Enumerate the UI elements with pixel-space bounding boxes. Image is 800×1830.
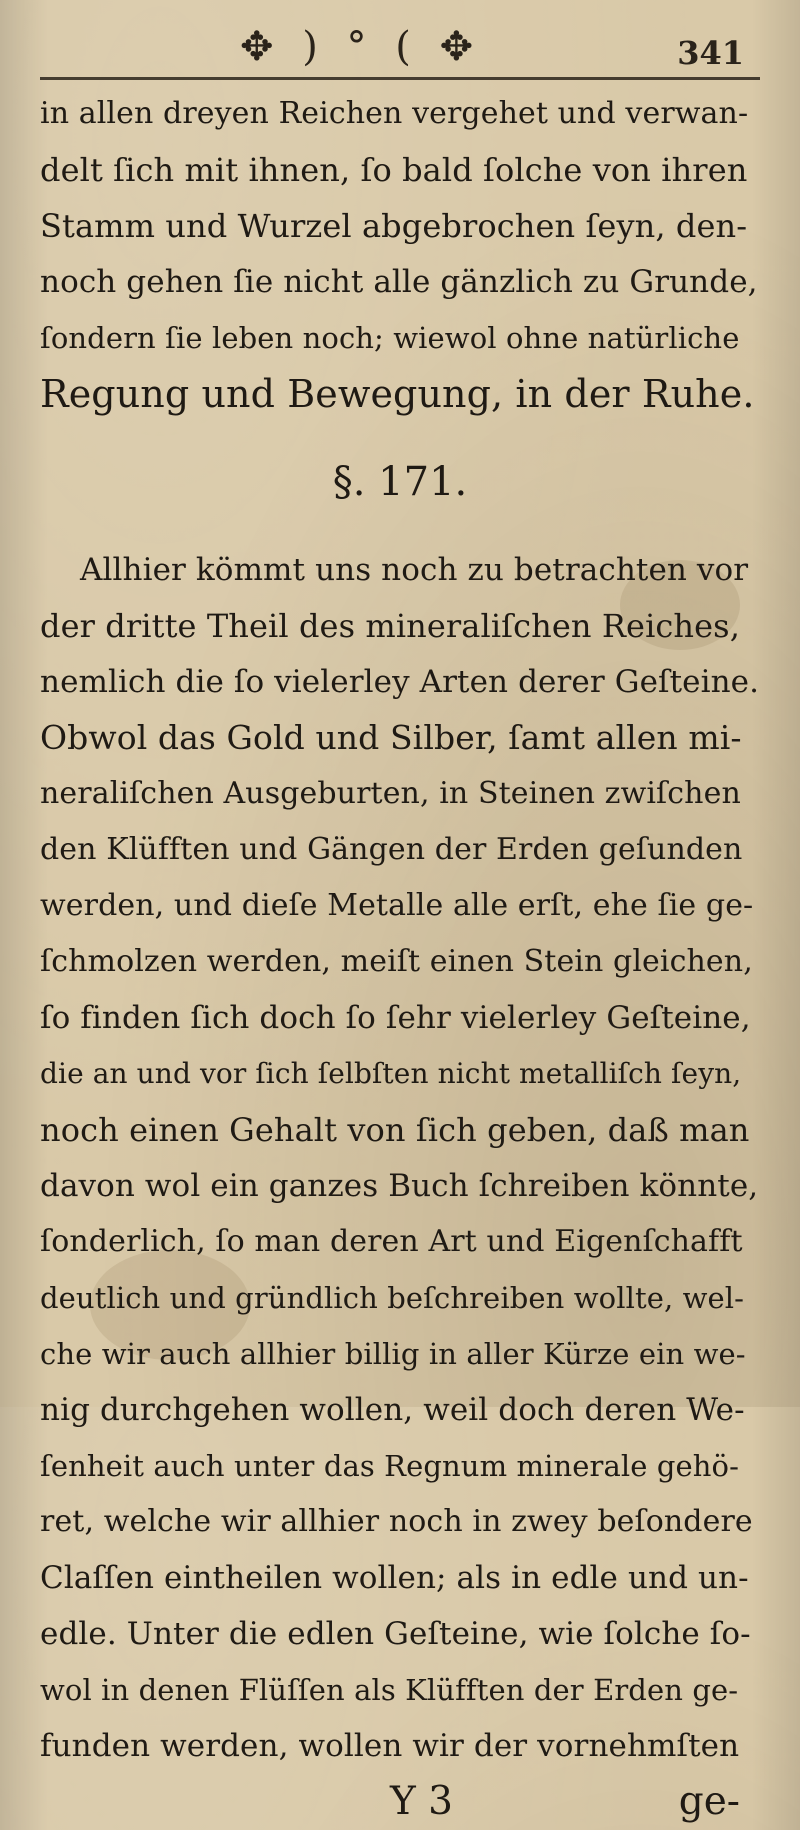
text-line: ſenheit auch unter das Regnum minerale gehö- xyxy=(40,1449,739,1483)
header-ornament: ✥ ) ° ( ✥ xyxy=(240,24,482,70)
text-line: werden, und dieſe Metalle alle erſt, ehe ſie ge- xyxy=(40,888,754,923)
body-text xyxy=(40,86,760,1830)
signature-mark: Y 3 xyxy=(390,1779,453,1824)
text-line: Claſſen eintheilen wollen; als in edle und un- xyxy=(40,1560,749,1596)
text-line: ſchmolzen werden, meiſt einen Stein gleichen, xyxy=(40,944,753,979)
text-line: davon wol ein ganzes Buch ſchreiben könnte, xyxy=(40,1168,759,1204)
text-line: ſondern ſie leben noch; wiewol ohne natürliche xyxy=(40,321,740,355)
text-line: wol in denen Flüſſen als Klüfften der Erden ge- xyxy=(40,1673,739,1707)
text-line: deutlich und gründlich beſchreiben wollte, wel- xyxy=(40,1281,745,1315)
text-line: nemlich die ſo vielerley Arten derer Geſteine. xyxy=(40,664,760,700)
text-line: ſo finden ſich doch ſo ſehr vielerley Geſteine, xyxy=(40,1000,751,1036)
text-line: noch gehen ſie nicht alle gänzlich zu Grunde, xyxy=(40,264,758,300)
catchword: ge- xyxy=(678,1779,740,1824)
text-line: neraliſchen Ausgeburten, in Steinen zwiſchen xyxy=(40,776,741,811)
text-line: den Klüfften und Gängen der Erden geſunden xyxy=(40,832,743,867)
text-line: der dritte Theil des mineraliſchen Reiches, xyxy=(40,607,740,645)
text-line: che wir auch allhier billig in aller Kürze ein we- xyxy=(40,1337,746,1371)
text-line: Regung und Bewegung, in der Ruhe. xyxy=(40,372,755,416)
text-line: delt ſich mit ihnen, ſo bald ſolche von ihren xyxy=(40,151,748,189)
text-line: ret, welche wir allhier noch in zwey beſondere xyxy=(40,1504,753,1539)
text-line: funden werden, wollen wir der vornehmſten xyxy=(40,1728,740,1764)
text-line: nig durchgehen wollen, weil doch deren We- xyxy=(40,1392,745,1428)
text-line: edle. Unter die edlen Geſteine, wie ſolche ſo- xyxy=(40,1616,751,1652)
section-heading: §. 171. xyxy=(332,459,468,505)
text-line: Stamm und Wurzel abgebrochen ſeyn, den- xyxy=(40,207,748,245)
text-line: Allhier kömmt uns noch zu betrachten vor xyxy=(80,552,749,588)
text-line: die an und vor ſich ſelbſten nicht metalliſch ſeyn, xyxy=(40,1057,742,1090)
text-line: Obwol das Gold und Silber, ſamt allen mi- xyxy=(40,718,742,757)
page-number: 341 xyxy=(677,34,744,72)
page-footer xyxy=(40,1774,760,1830)
text-line: ſonderlich, ſo man deren Art und Eigenſchafft xyxy=(40,1224,743,1259)
header-rule xyxy=(40,77,760,80)
page-header xyxy=(40,18,760,80)
text-line: noch einen Gehalt von ſich geben, daß man xyxy=(40,1111,750,1149)
text-line: in allen dreyen Reichen vergehet und verwan- xyxy=(40,96,749,131)
